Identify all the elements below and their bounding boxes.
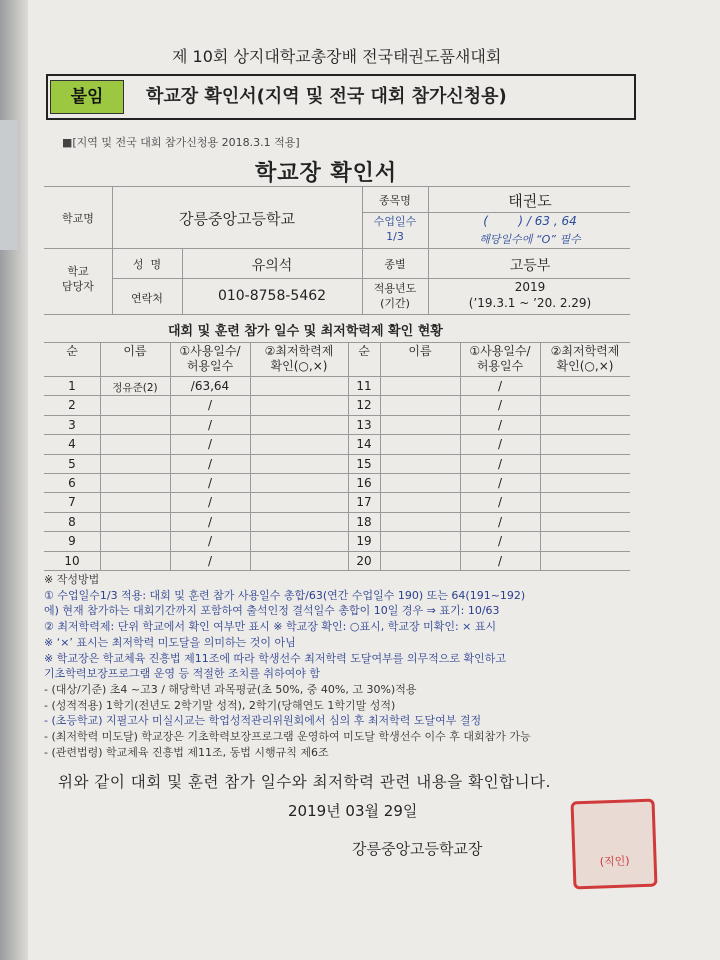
note-line: - (대상/기준) 초4 ~고3 / 해당학년 과목평균(초 50%, 중 40%, 고 30%)적용 bbox=[44, 682, 417, 696]
row-number: 11 bbox=[356, 379, 372, 393]
event-title: 제 10회 상지대학교총장배 전국태권도품새대회 bbox=[172, 47, 502, 66]
note-line: - (최저학력 미도달) 학교장은 기초학력보장프로그램 운영하여 미도달 학생선수 이수 후 대회참가 가능 bbox=[44, 730, 531, 744]
teacher-label: 학교 담당자 bbox=[62, 265, 94, 293]
table-rule bbox=[44, 570, 630, 571]
row-days: / bbox=[207, 534, 213, 549]
row-number: 12 bbox=[356, 398, 372, 413]
row-days: / bbox=[207, 398, 213, 413]
row-number: 6 bbox=[68, 476, 76, 490]
row-days: / bbox=[207, 437, 213, 452]
row-name: 정유준(2) bbox=[112, 382, 158, 394]
table-rule bbox=[44, 492, 630, 493]
note-line: - (초등학교) 지필고사 미실시교는 학업성적관리위원회에서 심의 후 최저학력 도달여부 결정 bbox=[44, 714, 482, 728]
row-days: / bbox=[497, 456, 503, 471]
row-days: / bbox=[497, 495, 503, 510]
section-title: 대회 및 훈련 참가 일수 및 최저학력제 확인 현황 bbox=[168, 324, 443, 339]
row-days: / bbox=[497, 398, 503, 413]
row-days: / bbox=[207, 514, 213, 529]
division-label: 종별 bbox=[384, 258, 406, 271]
row-days: / bbox=[497, 437, 503, 452]
row-days: / bbox=[497, 534, 503, 549]
row-days: / bbox=[207, 456, 213, 471]
note-line: - (성적적용) 1학기(전년도 2학기말 성적), 2학기(당해연도 1학기말 성적) bbox=[44, 698, 396, 712]
row-days: / bbox=[497, 379, 503, 393]
table-rule bbox=[250, 342, 251, 570]
row-number: 1 bbox=[68, 379, 76, 393]
table-rule bbox=[44, 415, 630, 416]
note-line: - (관련법령) 학교체육 진흥법 제11조, 동법 시행규칙 제6조 bbox=[44, 745, 329, 759]
row-number: 2 bbox=[68, 398, 76, 413]
table-header: ②최저학력제 확인(○,×) bbox=[264, 344, 334, 373]
contact-value: 010-8758-5462 bbox=[217, 288, 327, 304]
note-line: ※ ‘×’ 표시는 최저학력 미도달을 의미하는 것이 아님 bbox=[44, 635, 296, 649]
table-rule bbox=[44, 531, 630, 532]
table-rule bbox=[44, 342, 630, 343]
table-header: 이름 bbox=[408, 344, 432, 358]
note-line: 기초학력보장프로그램 운영 등 적절한 조치를 취하여야 함 bbox=[44, 667, 321, 681]
form-title: 학교장 확인서(지역 및 전국 대회 참가신청용) bbox=[146, 86, 507, 107]
row-days: / bbox=[207, 495, 213, 510]
attachment-tag-label: 붙임 bbox=[70, 87, 104, 107]
row-number: 10 bbox=[64, 553, 80, 568]
note-line: ※ 학교장은 학교체육 진흥법 제11조에 따라 학생선수 최저학력 도달여부를 의무적으로 확인하고 bbox=[44, 651, 506, 665]
class-days-hint: 해당일수에 “O” 필수 bbox=[479, 233, 581, 246]
attachment-tag bbox=[50, 80, 124, 114]
event-label: 종목명 bbox=[379, 194, 411, 207]
row-number: 18 bbox=[356, 514, 372, 529]
row-number: 15 bbox=[356, 456, 372, 471]
school-name: 강릉중앙고등학교 bbox=[179, 210, 295, 228]
table-rule bbox=[44, 454, 630, 455]
applied-note: ■[지역 및 전국 대회 참가신청용 2018.3.1 적용] bbox=[62, 136, 300, 149]
row-days: / bbox=[207, 476, 213, 490]
row-days: /63,64 bbox=[190, 379, 230, 393]
note-line: ※ 작성방법 bbox=[44, 573, 100, 586]
table-rule bbox=[44, 512, 630, 513]
table-rule bbox=[44, 473, 630, 474]
row-number: 9 bbox=[68, 534, 76, 549]
row-days: / bbox=[497, 514, 503, 529]
row-number: 17 bbox=[356, 495, 372, 510]
row-number: 16 bbox=[356, 476, 372, 490]
instructions bbox=[44, 572, 704, 760]
row-number: 7 bbox=[68, 495, 76, 510]
table-rule bbox=[44, 395, 630, 396]
table-header: ②최저학력제 확인(○,×) bbox=[550, 344, 620, 373]
row-number: 5 bbox=[68, 456, 76, 471]
note-line: ② 최저학력제: 단위 학교에서 확인 여부만 표시 ※ 학교장 확인: ○표시, 학교장 미확인: × 표시 bbox=[44, 620, 497, 634]
row-number: 20 bbox=[356, 553, 372, 568]
row-number: 13 bbox=[356, 417, 372, 432]
confirmation-text: 위와 같이 대회 및 훈련 참가 일수와 최저학력 관련 내용을 확인합니다. bbox=[58, 773, 551, 791]
note-line: 에) 현재 참가하는 대회기간까지 포함하여 출석인정 결석일수 총합이 10일 경우 ⇒ 표기: 10/63 bbox=[44, 604, 500, 618]
document-title: 학교장 확인서 bbox=[255, 161, 398, 186]
row-days: / bbox=[497, 417, 503, 432]
row-days: / bbox=[207, 417, 213, 432]
year-label: 적용년도 (기간) bbox=[373, 282, 417, 310]
table-rule bbox=[100, 342, 101, 570]
background-object bbox=[0, 120, 18, 250]
principal-signature: 강릉중앙고등학교장 bbox=[352, 840, 483, 858]
teacher-name: 유의석 bbox=[251, 258, 293, 274]
official-seal bbox=[570, 799, 657, 890]
table-header: 순 bbox=[358, 344, 370, 358]
year-value: 2019 bbox=[514, 280, 546, 294]
seal-label: (직인) bbox=[599, 854, 630, 869]
class-days-value: ( ) / 63 , 64 bbox=[483, 214, 577, 228]
table-header: 이름 bbox=[123, 344, 147, 358]
event-value: 태권도 bbox=[508, 192, 552, 210]
table-header: ①사용일수/ 허용일수 bbox=[469, 344, 531, 373]
table-header: 순 bbox=[66, 344, 78, 358]
row-number: 19 bbox=[356, 534, 372, 549]
row-days: / bbox=[207, 553, 213, 568]
table-rule bbox=[44, 434, 630, 435]
table-rule bbox=[380, 342, 381, 570]
row-number: 3 bbox=[68, 417, 76, 432]
row-days: / bbox=[497, 476, 503, 490]
table-rule bbox=[44, 551, 630, 552]
division-value: 고등부 bbox=[509, 258, 551, 274]
table-rule bbox=[44, 376, 630, 377]
class-days-label: 수업일수 1/3 bbox=[373, 215, 417, 243]
signing-date: 2019년 03월 29일 bbox=[288, 802, 418, 820]
contact-label: 연락처 bbox=[131, 292, 163, 305]
row-number: 14 bbox=[356, 437, 372, 452]
school-label: 학교명 bbox=[62, 212, 94, 225]
table-rule bbox=[540, 342, 541, 570]
row-days: / bbox=[497, 553, 503, 568]
table-header: ①사용일수/ 허용일수 bbox=[179, 344, 241, 373]
row-number: 8 bbox=[68, 514, 76, 529]
note-line: ① 수업일수1/3 적용: 대회 및 훈련 참가 사용일수 총합/63(연간 수업일수 190) 또는 64(191~192) bbox=[44, 588, 526, 602]
name-label: 성 명 bbox=[132, 258, 162, 271]
row-number: 4 bbox=[68, 437, 76, 452]
period-value: (’19.3.1 ~ ’20. 2.29) bbox=[468, 296, 592, 310]
